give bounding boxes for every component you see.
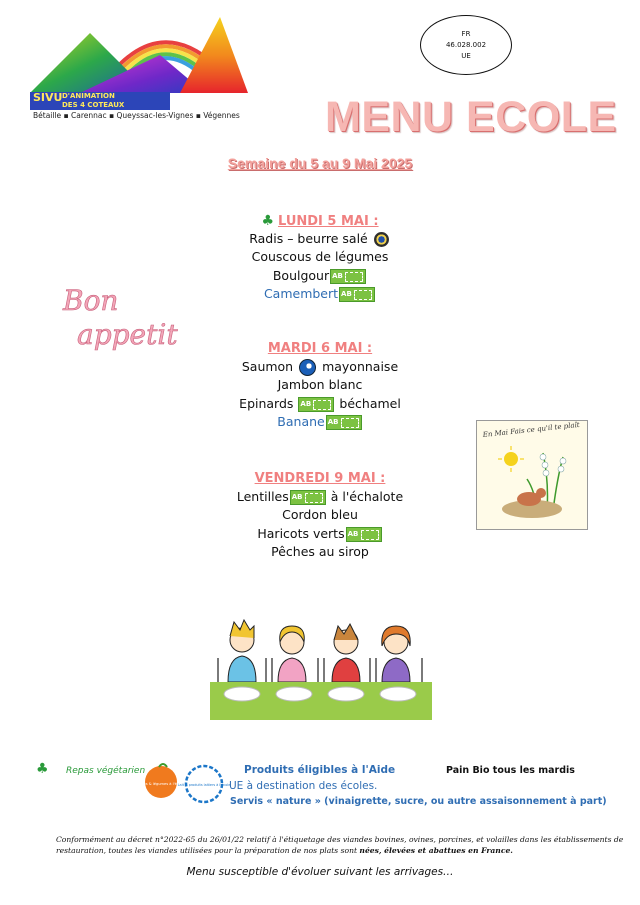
child-2 [278, 626, 306, 682]
vegetarian-legend: Repas végétarien [66, 766, 146, 776]
decree-text: Conformément au décret n°2022-65 du 26/01/22 relatif à l'étiquetage des viandes bovines, ovines, porcines, et volailles dans les établissements de restauration, toutes les viandes utilisées pour la préparation de nos plats sont [56, 835, 624, 855]
stamp-country: FR [461, 29, 471, 38]
dish-text: Banane [277, 413, 325, 429]
day-title [0, 212, 640, 230]
aid-eligibility-text: Produits éligibles à l'Aide [244, 764, 396, 776]
may-illustration [476, 420, 588, 530]
dish [0, 376, 640, 394]
dish [0, 248, 640, 266]
bon-appetit-line1: Bon [63, 284, 119, 317]
stamp-region: UE [461, 51, 471, 60]
dish-text: Pêches au sirop [271, 543, 369, 559]
bon-appetit-line2: appetit [77, 318, 178, 351]
dish-text: Saumon [241, 359, 294, 374]
decree-bold-text: nées, élevées et abattues en France. [359, 846, 513, 855]
organic-label-icon [346, 527, 382, 542]
day-title [0, 340, 640, 358]
week-text: Semaine du 5 au 9 Mai 2025 [227, 155, 413, 171]
dish [0, 285, 640, 303]
decree-notice [56, 834, 626, 856]
dish-text: Lentilles [236, 489, 289, 504]
dish-text: Couscous de légumes [251, 249, 389, 265]
logo-band [30, 92, 170, 110]
organic-label-icon [298, 397, 334, 412]
day-title-text: VENDREDI 9 MAI : [254, 471, 386, 486]
page-title: MENU ECOLE [325, 93, 617, 141]
dish [0, 267, 640, 285]
dish-text: Radis – beurre salé [249, 231, 368, 246]
milk-school-logo [177, 763, 231, 805]
child-1 [228, 620, 256, 682]
health-stamp [420, 15, 512, 75]
dish-text: Haricots verts [257, 525, 345, 541]
logo-subtitle-2: DES 4 COTEAUX [62, 101, 125, 109]
organic-label-icon [339, 287, 375, 302]
dish-text: Camembert [263, 285, 339, 301]
dish [0, 358, 640, 376]
organic-label-icon [326, 415, 362, 430]
dish-text-after: à l'échalote [330, 489, 404, 504]
vegetarian-clover-icon: ♣ [261, 213, 274, 229]
logo-subtitle: D'ANIMATION [62, 92, 115, 100]
dish-text: Jambon blanc [277, 377, 363, 393]
day-monday [0, 212, 640, 303]
aid-logo2-text: Lait & produits laitiers à l'école [177, 783, 231, 787]
logo-name: SIVU [33, 91, 63, 104]
label-rouge-icon [374, 232, 389, 247]
dish-text-after: béchamel [339, 395, 401, 411]
stamp-number: 46.028.002 [445, 40, 487, 49]
dish-text: Cordon bleu [282, 507, 358, 523]
organic-label-icon [330, 269, 366, 284]
aid-logo1-text: Fruits & légumes à l'école [137, 782, 185, 786]
dish-text: Boulgour [272, 267, 330, 283]
day-title-text: LUNDI 5 MAI : [278, 214, 379, 229]
vegetarian-clover-icon: ♣ [36, 761, 49, 777]
closing-note: Menu susceptible d'évoluer suivant les arrivages… [186, 866, 454, 878]
served-plain-note: Servis « nature » (vinaigrette, sucre, ou autre assaisonnement à part) [230, 796, 607, 807]
dish [0, 395, 640, 413]
proverb-text: En Mai Fais ce qu'il te plaît [482, 420, 580, 439]
sun-icon [504, 452, 518, 466]
child-4 [382, 626, 410, 682]
dish [0, 543, 640, 561]
day-tuesday [0, 340, 640, 431]
logo-towns: Bétaille ▪ Carennac ▪ Queyssac-les-Vignes ▪ Végennes [33, 111, 240, 120]
organic-label-icon [290, 490, 326, 505]
week-heading [0, 153, 640, 172]
sustainable-fishing-icon [299, 359, 316, 376]
dish-text: Epinards [239, 395, 294, 411]
day-title-text: MARDI 6 MAI : [267, 341, 373, 356]
children-at-table-image [210, 612, 432, 720]
dish [0, 230, 640, 248]
bread-note: Pain Bio tous les mardis [446, 765, 575, 776]
child-3 [332, 624, 360, 682]
fruits-vegetables-school-logo [137, 763, 185, 801]
aid-eligibility-text-2: UE à destination des écoles. [229, 780, 378, 792]
dish-text-after: mayonnaise [322, 359, 399, 374]
